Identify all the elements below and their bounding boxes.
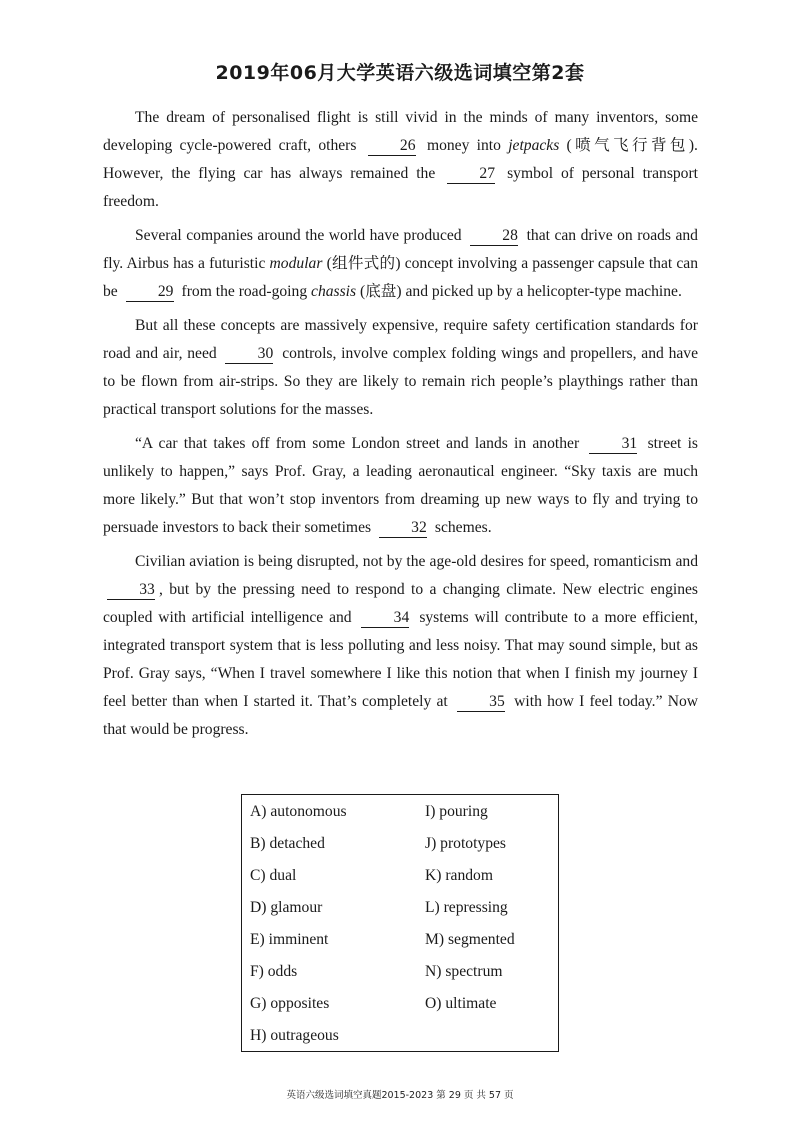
- paragraph-1: [103, 104, 698, 216]
- paragraph-4: [103, 430, 698, 542]
- text: But all these concepts are massively expensive, require safety certification standards for road and air, need: [103, 317, 698, 362]
- blank-33: 33: [107, 581, 155, 600]
- option-o: O) ultimate: [425, 995, 497, 1012]
- text: Civilian aviation is being disrupted, not by the age-old desires for speed, romanticism and: [135, 553, 698, 570]
- text: street is unlikely to happen,” says Prof. Gray, a leading aeronautical engineer. “Sky taxis are much more likely.” But that won’t stop inventors from dreaming up new ways to fly and trying to persuade investors to back their sometimes: [103, 435, 698, 536]
- blank-27: 27: [447, 165, 495, 184]
- page-title: 2019年06月大学英语六级选词填空第2套: [215, 62, 585, 84]
- option-i: I) pouring: [425, 803, 488, 820]
- option-j: J) prototypes: [425, 835, 506, 852]
- text: from the road-going: [181, 283, 308, 300]
- paragraph-3: [103, 312, 698, 424]
- paragraph-5: [103, 548, 698, 744]
- option-k: K) random: [425, 867, 493, 884]
- text: schemes.: [434, 519, 492, 536]
- word-bank-grid: [250, 799, 550, 1055]
- blank-26: 26: [368, 137, 416, 156]
- blank-34: 34: [361, 609, 409, 628]
- option-l: L) repressing: [425, 899, 508, 916]
- option-m: M) segmented: [425, 931, 515, 948]
- text: money into: [426, 137, 501, 154]
- text: Several companies around the world have produced: [135, 227, 462, 244]
- blank-30: 30: [225, 345, 273, 364]
- option-a: A) autonomous: [250, 803, 347, 820]
- italic-term: modular: [269, 255, 323, 272]
- text: symbol of personal transport freedom.: [103, 165, 699, 210]
- blank-29: 29: [126, 283, 174, 302]
- option-e: E) imminent: [250, 931, 329, 948]
- text: that can drive on roads and fly. Airbus has a futuristic: [103, 227, 698, 272]
- option-f: F) odds: [250, 963, 298, 980]
- text: systems will contribute to a more efficient, integrated transport system that is less polluting and less noisy. That may sound simple, but as Prof. Gray says, “When I travel somewhere I like this notion that when I finish my journey I feel better than when I started it. That’s completely at: [103, 609, 698, 710]
- blank-35: 35: [457, 693, 505, 712]
- text: controls, involve complex folding wings and propellers, and have to be flown from air-strips. So they are likely to remain rich people’s playthings rather than practical transport solutions for the masses.: [103, 345, 699, 418]
- text: The dream of personalised flight is still vivid in the minds of many inventors, some developing cycle-powered craft, others: [103, 109, 698, 154]
- italic-term: chassis: [311, 283, 357, 300]
- option-n: N) spectrum: [425, 963, 503, 980]
- passage: [103, 104, 698, 750]
- option-c: C) dual: [250, 867, 297, 884]
- paragraph-2: [103, 222, 698, 306]
- text: (喷气飞行背包). However, the flying car has always remained the: [103, 137, 698, 182]
- text: , but by the pressing need to respond to a changing climate. New electric engines coupled with artificial intelligence and: [103, 581, 698, 626]
- blank-31: 31: [589, 435, 637, 454]
- text: with how I feel today.” Now that would be progress.: [103, 693, 699, 738]
- text: (组件式的) concept involving a passenger capsule that can be: [103, 255, 699, 300]
- blank-32: 32: [379, 519, 427, 538]
- blank-28: 28: [470, 227, 518, 246]
- italic-term: jetpacks: [508, 137, 560, 154]
- option-b: B) detached: [250, 835, 325, 852]
- word-bank: [241, 794, 559, 1052]
- option-d: D) glamour: [250, 899, 323, 916]
- page-footer: 英语六级选词填空真题2015-2023 第 29 页 共 57 页: [286, 1090, 514, 1101]
- option-h: H) outrageous: [250, 1027, 339, 1044]
- text: (底盘) and picked up by a helicopter-type machine.: [360, 283, 682, 300]
- option-g: G) opposites: [250, 995, 330, 1012]
- text: “A car that takes off from some London street and lands in another: [135, 435, 580, 452]
